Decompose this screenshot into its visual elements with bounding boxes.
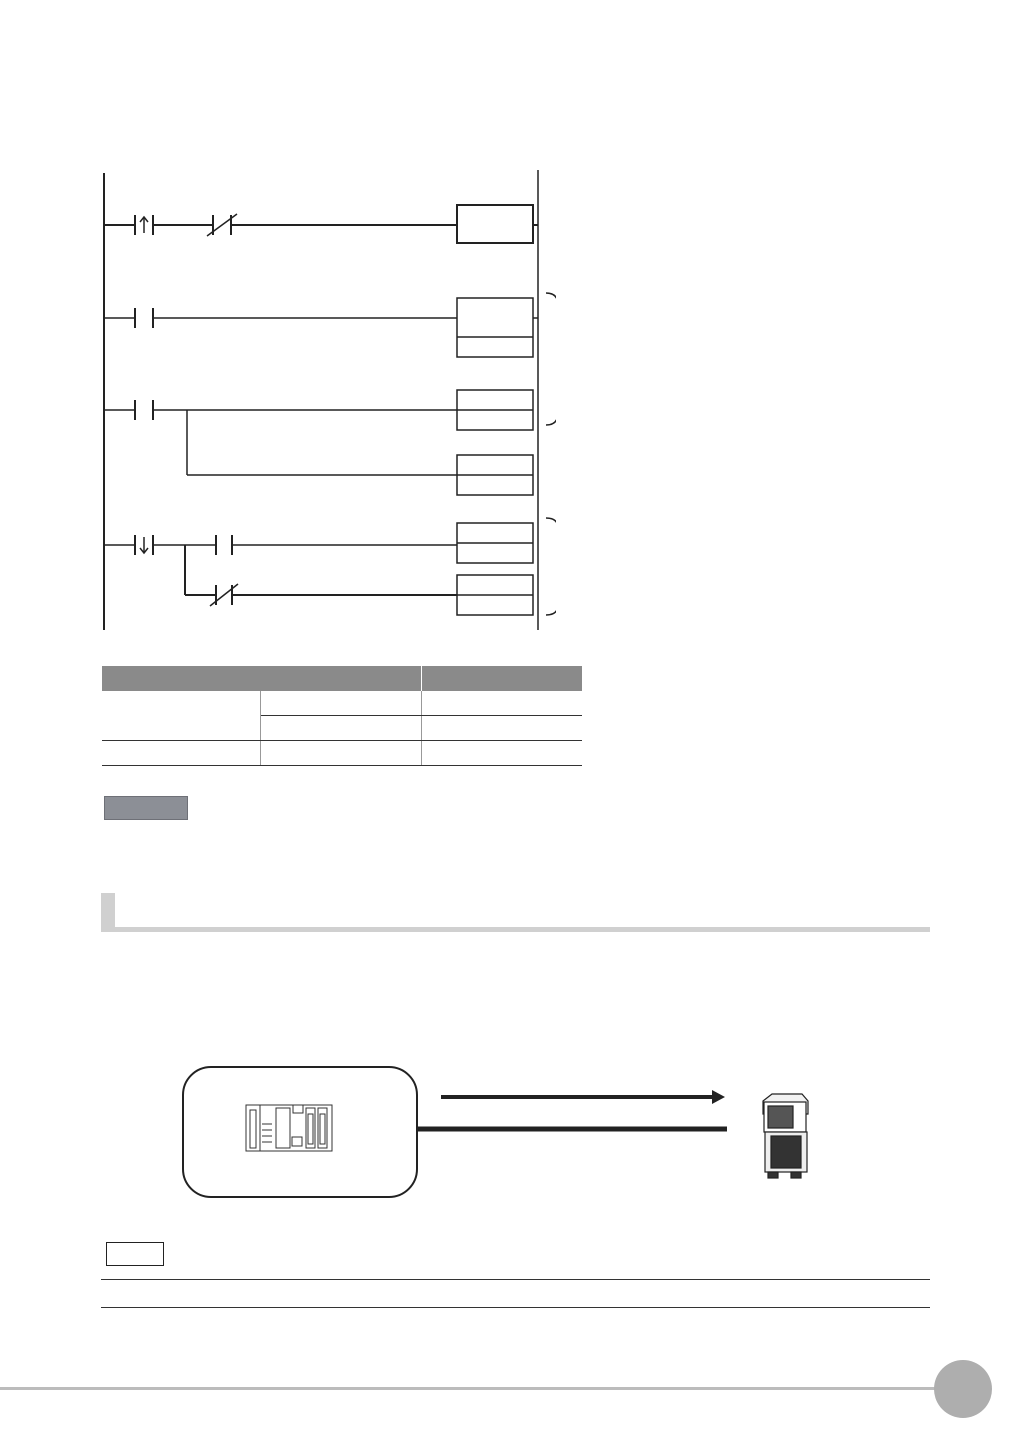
table-cell xyxy=(102,691,261,741)
page-number-badge xyxy=(934,1360,992,1418)
note-tag xyxy=(106,1242,164,1266)
instruction-box-2 xyxy=(457,298,533,357)
ladder-diagram xyxy=(96,165,556,635)
table-cell xyxy=(421,716,582,741)
normally-open-contact xyxy=(135,308,153,328)
note-bottom-rule xyxy=(101,1307,930,1308)
rung-1 xyxy=(104,205,538,243)
footer-rule xyxy=(0,1387,940,1390)
plc-icon xyxy=(246,1105,332,1151)
instruction-box-1 xyxy=(457,205,533,243)
normally-open-contact xyxy=(216,535,232,555)
table-cell xyxy=(261,691,421,716)
command-arrow-head xyxy=(712,1090,725,1104)
reference-table xyxy=(102,666,582,766)
table-header-cell xyxy=(102,666,421,691)
table-header-cell xyxy=(421,666,582,691)
reference-badge xyxy=(104,796,188,820)
communication-diagram xyxy=(180,1064,840,1204)
rung-2 xyxy=(104,298,538,357)
table-cell xyxy=(261,716,421,741)
table-cell xyxy=(421,691,582,716)
table-cell xyxy=(261,741,421,766)
note-top-rule xyxy=(101,1279,930,1280)
table-row xyxy=(102,741,582,766)
vision-sensor-icon xyxy=(763,1094,808,1178)
rung-4 xyxy=(104,523,533,615)
rising-edge-contact xyxy=(135,215,153,235)
brace-lower xyxy=(546,518,556,615)
normally-open-contact xyxy=(135,400,153,420)
brace-upper xyxy=(546,293,556,425)
section-heading-rule xyxy=(101,927,930,932)
table-cell xyxy=(421,741,582,766)
section-heading-marker xyxy=(101,893,115,931)
table-row xyxy=(102,691,582,716)
rung-3 xyxy=(104,390,533,495)
falling-edge-contact xyxy=(135,535,153,555)
table-cell xyxy=(102,741,261,766)
